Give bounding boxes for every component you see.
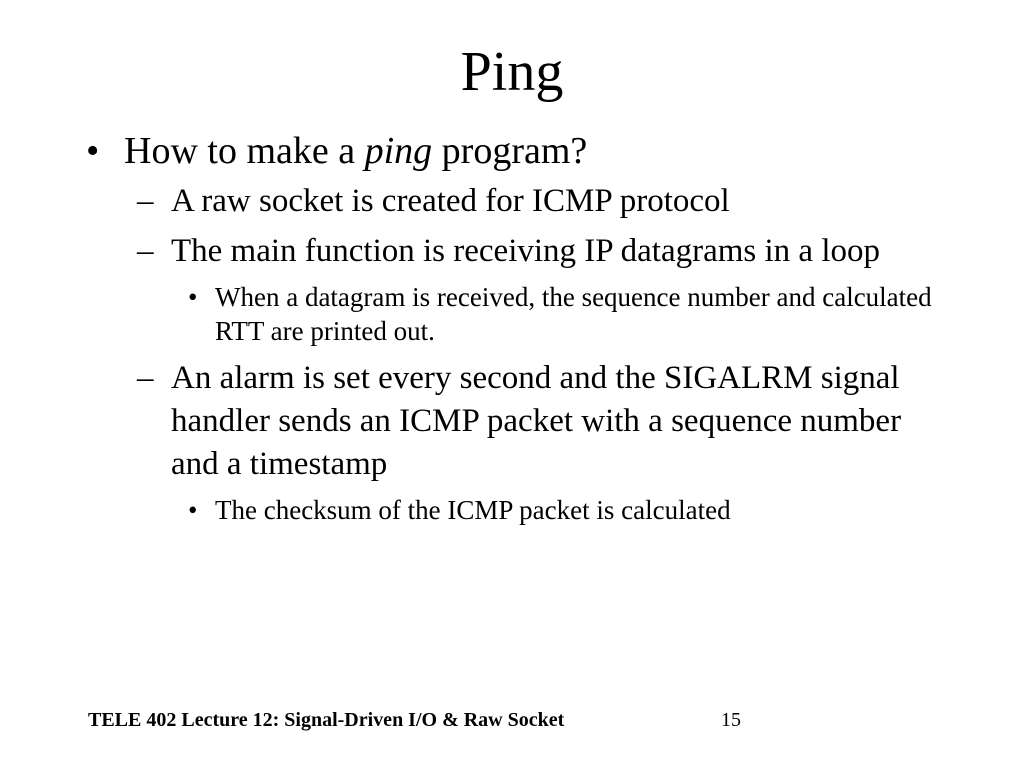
bullet-text-before: How to make a	[124, 130, 365, 172]
bullet-marker: •	[188, 282, 198, 312]
bullet-level2-raw-socket	[137, 180, 931, 223]
dash-marker: –	[137, 183, 154, 219]
page-number: 15	[721, 709, 741, 731]
dash-marker: –	[137, 360, 154, 396]
bullet-text: When a datagram is received, the sequence number and calculated RTT are printed out.	[215, 282, 932, 346]
bullet-level3-checksum	[188, 493, 935, 527]
bullet-text: The checksum of the ICMP packet is calculated	[215, 495, 731, 525]
bullet-text: An alarm is set every second and the SIGALRM signal handler sends an ICMP packet with a sequence number and a timestamp	[171, 360, 902, 482]
bullet-level3-datagram-received	[188, 280, 935, 348]
bullet-level1-how-to-make-ping	[86, 128, 944, 174]
bullet-text-italic-ping: ping	[364, 130, 433, 172]
bullet-text: The main function is receiving IP datagrams in a loop	[171, 233, 881, 269]
bullet-level2-alarm	[137, 357, 931, 486]
bullet-marker: •	[188, 495, 198, 525]
dash-marker: –	[137, 233, 154, 269]
bullet-text: A raw socket is created for ICMP protocol	[171, 183, 730, 219]
slide-title: Ping	[460, 41, 564, 103]
slide-body	[0, 128, 1024, 536]
bullet-text-after: program?	[432, 130, 588, 172]
bullet-marker: •	[86, 130, 100, 172]
footer-lecture-title: TELE 402 Lecture 12: Signal-Driven I/O & Raw Socket	[88, 709, 565, 731]
bullet-level2-main-function	[137, 230, 931, 273]
